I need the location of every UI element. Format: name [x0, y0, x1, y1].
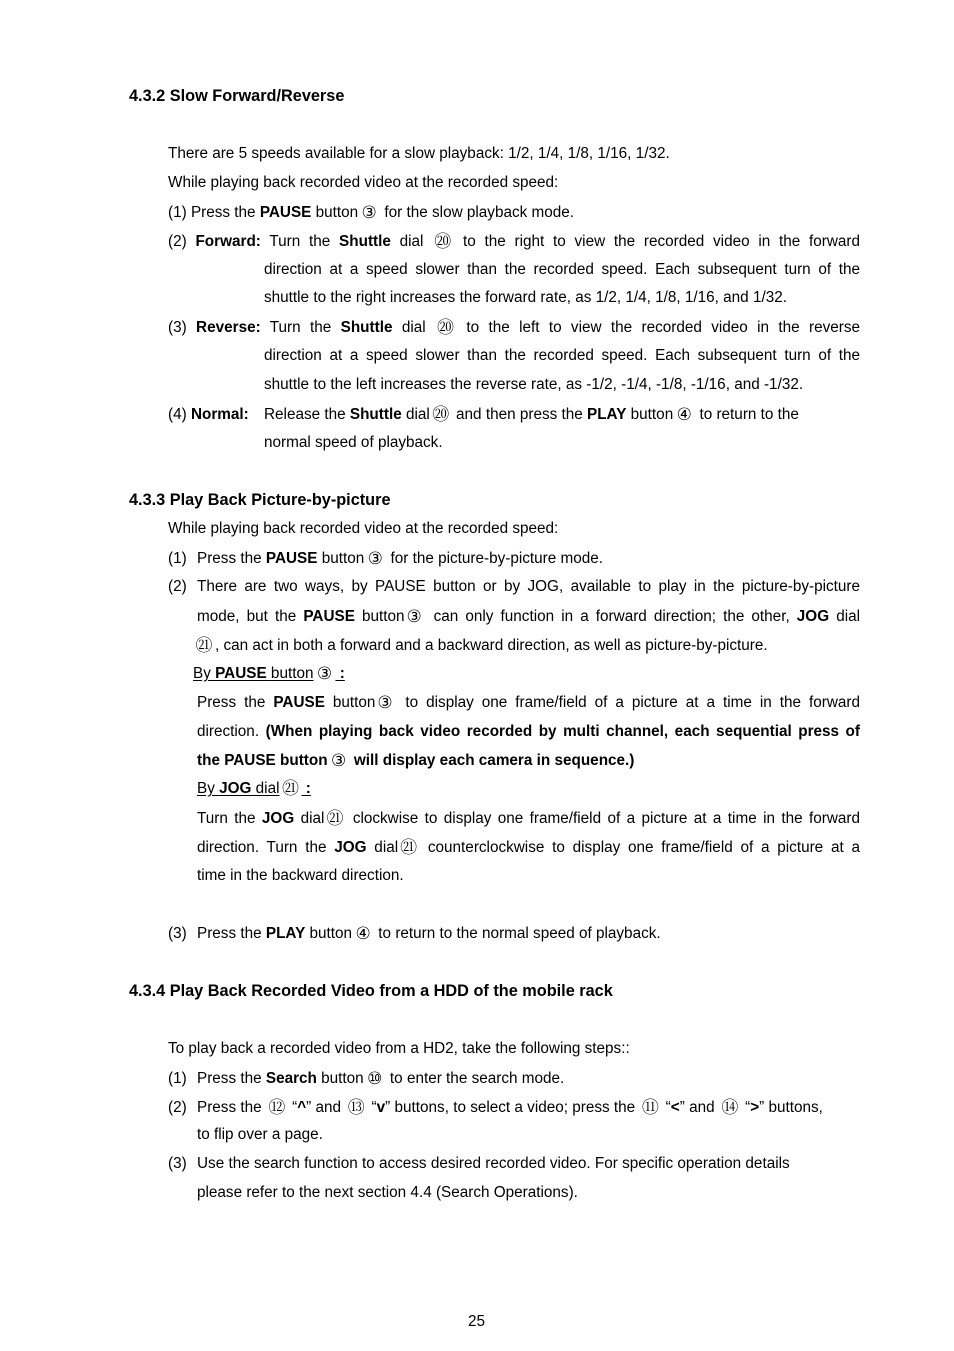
- paragraph: direction. Turn the JOG dial ㉑ counterclockwise to display one frame/field of a picture at a: [197, 838, 860, 857]
- list-number: (3): [168, 925, 187, 942]
- list-item: Press the ⑫ “^” and ⑬ “v” buttons, to select a video; press the ⑪ “<” and ⑭ “>” buttons,: [197, 1098, 823, 1117]
- circled-12-icon: ⑫: [268, 1098, 286, 1117]
- circled-21-icon: ㉑: [400, 838, 418, 857]
- paragraph: time in the backward direction.: [197, 867, 404, 884]
- circled-21-icon: ㉑: [195, 636, 213, 655]
- circled-21-icon: ㉑: [281, 779, 299, 798]
- list-item: There are two ways, by PAUSE button or by JOG, available to play in the picture-by-picture: [197, 578, 860, 595]
- list-number: (1): [168, 550, 187, 567]
- circled-21-icon: ㉑: [326, 809, 344, 828]
- paragraph: direction. (When playing back video recorded by multi channel, each sequential press of: [197, 723, 860, 740]
- paragraph: There are 5 speeds available for a slow playback: 1/2, 1/4, 1/8, 1/16, 1/32.: [168, 145, 670, 162]
- list-item-continuation: to flip over a page.: [197, 1126, 323, 1143]
- circled-14-icon: ⑭: [721, 1098, 739, 1117]
- circled-20-icon: ⑳: [434, 232, 452, 251]
- list-number: (1): [168, 1070, 187, 1087]
- circled-4-icon: ④: [676, 405, 692, 424]
- circled-3-icon: ③: [316, 664, 333, 683]
- list-number: (3): [168, 1155, 187, 1172]
- list-item-continuation: mode, but the PAUSE button ③ can only function in a forward direction; the other, JOG dial: [197, 607, 861, 626]
- list-item: Press the PLAY button ④ to return to the normal speed of playback.: [197, 924, 661, 943]
- paragraph: Turn the JOG dial ㉑ clockwise to display one frame/field of a picture at a time in the forward: [197, 809, 861, 828]
- circled-20-icon: ⑳: [432, 405, 450, 424]
- circled-3-icon: ③: [406, 607, 422, 626]
- list-item-continuation: direction at a speed slower than the recorded speed. Each subsequent turn of the: [264, 261, 860, 278]
- page-number: 25: [468, 1313, 486, 1330]
- list-item: (1) Press the PAUSE button ③ for the slow playback mode.: [168, 203, 575, 222]
- circled-4-icon: ④: [355, 924, 371, 943]
- list-item: (3) Reverse: Turn the Shuttle dial ⑳ to the left to view the recorded video in the reverse: [168, 318, 861, 337]
- section-heading-4-3-2: 4.3.2 Slow Forward/Reverse: [129, 87, 345, 105]
- list-item: Press the Search button ⑩ to enter the search mode.: [197, 1069, 565, 1088]
- list-item-continuation: ㉑ , can act in both a forward and a backward direction, as well as picture-by-picture.: [195, 636, 768, 655]
- list-item: Press the PAUSE button ③ for the picture-by-picture mode.: [197, 549, 604, 568]
- paragraph: While playing back recorded video at the recorded speed:: [168, 520, 559, 537]
- circled-13-icon: ⑬: [347, 1098, 365, 1117]
- list-item-continuation: shuttle to the left increases the reverse rate, as -1/2, -1/4, -1/8, -1/16, and -1/32.: [264, 376, 804, 393]
- circled-3-icon: ③: [361, 203, 377, 222]
- circled-10-icon: ⑩: [367, 1069, 383, 1088]
- section-heading-4-3-4: 4.3.4 Play Back Recorded Video from a HDD of the mobile rack: [129, 982, 613, 1000]
- paragraph: While playing back recorded video at the recorded speed:: [168, 174, 559, 191]
- list-item-continuation: normal speed of playback.: [264, 434, 443, 451]
- paragraph: Press the PAUSE button ③ to display one frame/field of a picture at a time in the forward: [197, 693, 860, 712]
- circled-20-icon: ⑳: [437, 318, 454, 337]
- subheading-by-jog: By JOG dial ㉑ :: [197, 779, 311, 798]
- list-item-continuation: please refer to the next section 4.4 (Search Operations).: [197, 1184, 578, 1201]
- section-heading-4-3-3: 4.3.3 Play Back Picture-by-picture: [129, 491, 391, 509]
- paragraph: To play back a recorded video from a HD2, take the following steps::: [168, 1040, 630, 1057]
- circled-3-icon: ③: [330, 751, 347, 770]
- list-number: (2): [168, 1099, 187, 1116]
- circled-3-icon: ③: [377, 693, 393, 712]
- list-number: (2): [168, 578, 187, 595]
- list-item-continuation: shuttle to the right increases the forward rate, as 1/2, 1/4, 1/8, 1/16, and 1/32.: [264, 289, 787, 306]
- circled-3-icon: ③: [367, 549, 383, 568]
- list-item-continuation: direction at a speed slower than the recorded speed. Each subsequent turn of the: [264, 347, 860, 364]
- list-item-text: Release the Shuttle dial ⑳ and then press the PLAY button ④ to return to the: [264, 405, 799, 424]
- list-item: (2) Forward: Turn the Shuttle dial ⑳ to the right to view the recorded video in the forward: [168, 232, 861, 251]
- paragraph: the PAUSE button ③ will display each camera in sequence.): [197, 751, 635, 770]
- list-item: (4) Normal:: [168, 406, 249, 423]
- subheading-by-pause: By PAUSE button ③ :: [193, 664, 345, 683]
- circled-11-icon: ⑪: [641, 1098, 659, 1117]
- list-item: Use the search function to access desired recorded video. For specific operation details: [197, 1155, 790, 1172]
